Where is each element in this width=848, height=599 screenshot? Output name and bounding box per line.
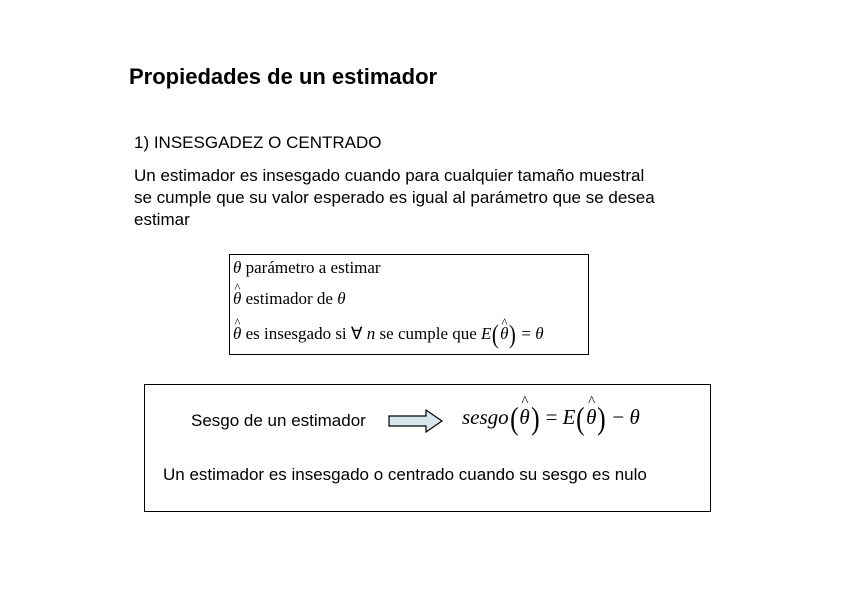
definition-line-3: estimar [134, 210, 190, 229]
close-paren: ) [530, 400, 540, 436]
definition-line-1: Un estimador es insesgado cuando para cualquier tamaño muestral [134, 166, 645, 185]
theta-hat-symbol: ^ θ [233, 289, 241, 309]
theta-symbol: θ [535, 324, 544, 343]
formula-line-estimator [233, 289, 346, 309]
equals-symbol: = [517, 324, 536, 343]
forall-symbol: ∀ [350, 324, 363, 343]
formula-box [229, 254, 589, 355]
expectation-symbol: E [481, 324, 492, 343]
expectation-symbol: E [562, 405, 576, 429]
n-symbol: n [362, 324, 376, 343]
formula-line-parameter [233, 258, 381, 278]
parameter-text: parámetro a estimar [241, 258, 381, 277]
theta-hat-symbol: ^ θ [233, 324, 241, 344]
open-paren: ( [576, 400, 586, 436]
section-heading: 1) INSESGADEZ O CENTRADO [134, 133, 382, 152]
close-paren: ) [509, 320, 517, 349]
sesgo-word: sesgo [462, 405, 509, 429]
close-paren: ) [597, 400, 607, 436]
theta-symbol: θ [629, 405, 640, 429]
right-arrow-icon [388, 408, 444, 434]
open-paren: ( [492, 320, 500, 349]
bias-formula [462, 402, 640, 434]
definition-line-2: se cumple que su valor esperado es igual al parámetro que se desea [134, 188, 655, 207]
theta-hat-symbol: ^ θ [519, 405, 529, 430]
bias-label: Sesgo de un estimador [191, 411, 366, 430]
theta-hat-symbol: ^ θ [586, 405, 596, 430]
equals-symbol: = [540, 405, 563, 429]
formula-line-unbiased-condition [233, 322, 544, 348]
theta-hat-symbol: ^ θ [500, 324, 508, 344]
bias-box [144, 384, 711, 512]
theta-symbol: θ [233, 258, 242, 277]
condition-text: se cumple que [375, 324, 482, 343]
theta-symbol: θ [337, 289, 346, 308]
bias-conclusion: Un estimador es insesgado o centrado cuando su sesgo es nulo [163, 465, 647, 484]
slide-title: Propiedades de un estimador [129, 64, 438, 89]
unbiased-text: es insesgado si [241, 324, 351, 343]
open-paren: ( [509, 400, 519, 436]
definition-paragraph [134, 165, 714, 231]
minus-symbol: − [607, 405, 630, 429]
estimator-text: estimador de [241, 289, 338, 308]
